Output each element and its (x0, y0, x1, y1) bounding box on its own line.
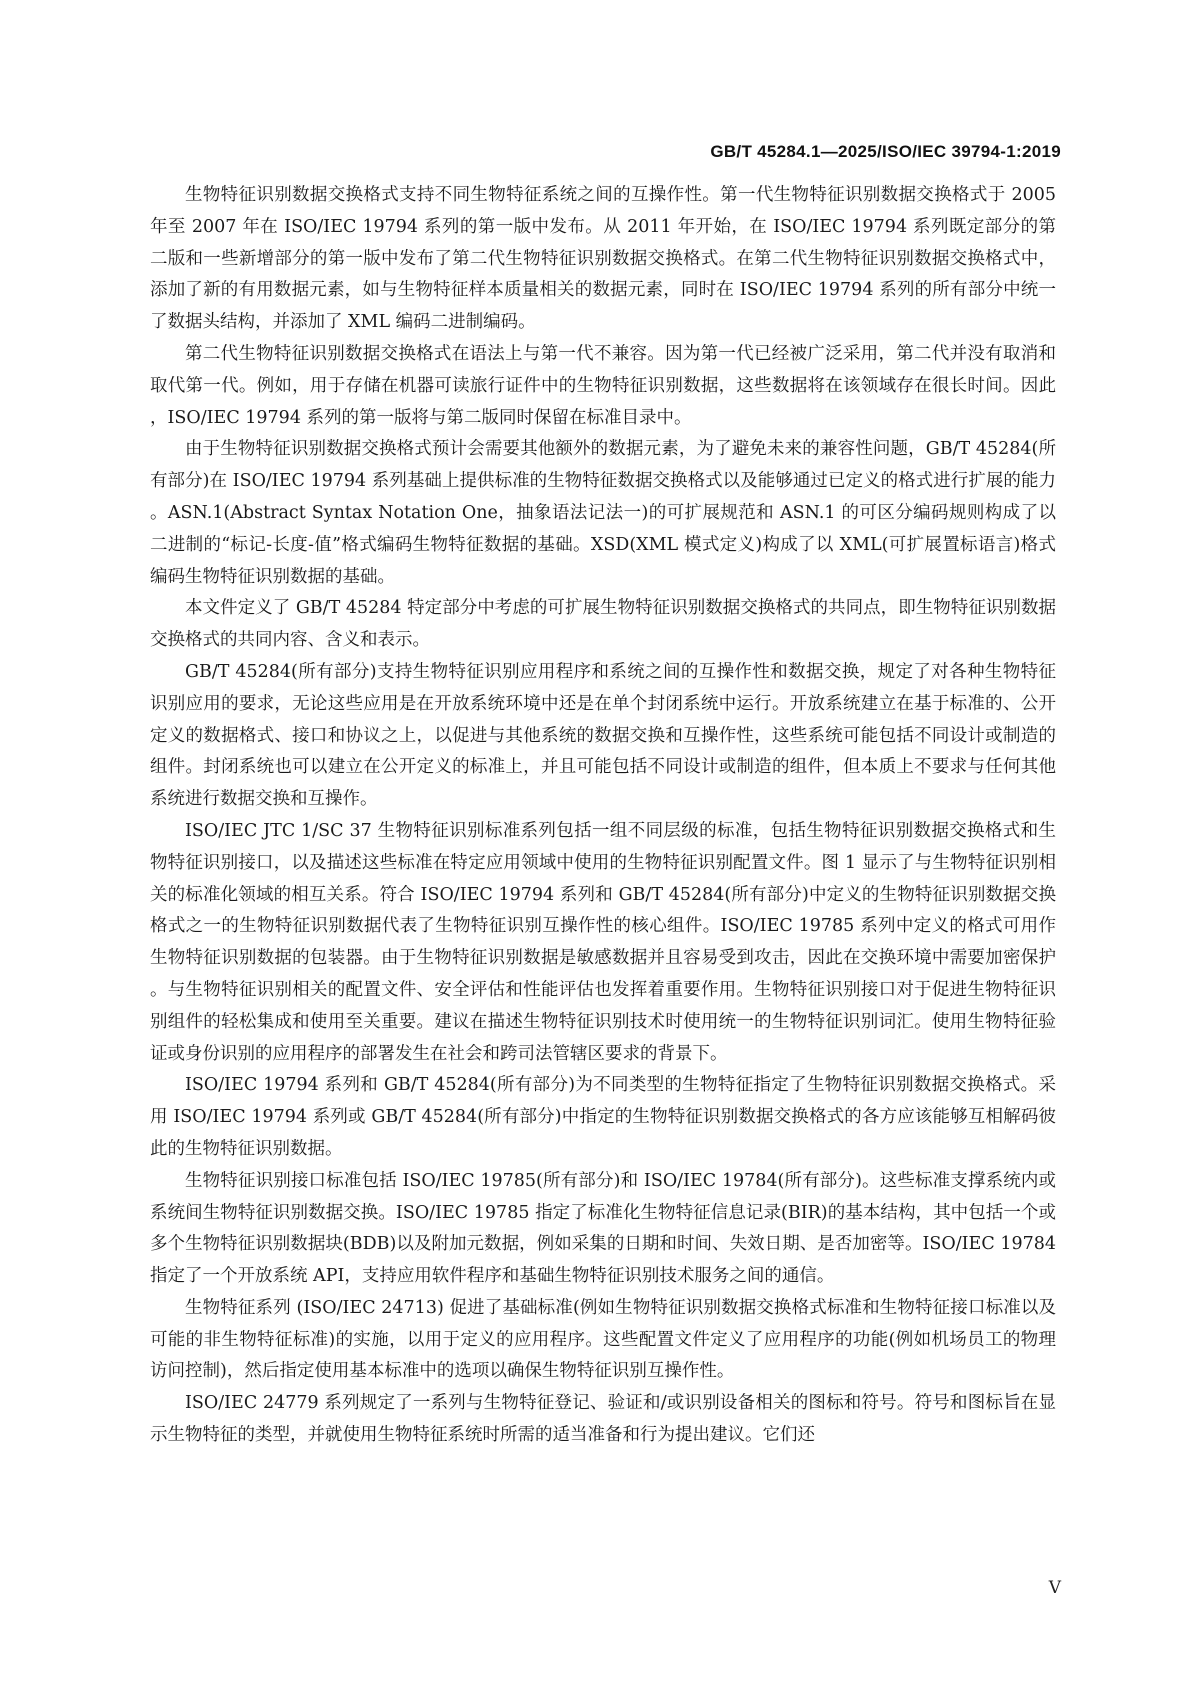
paragraph-5: GB/T 45284(所有部分)支持生物特征识别应用程序和系统之间的互操作性和数据交换，规定了对各种生物特征识别应用的要求，无论这些应用是在开放系统环境中还是在单个封闭系统中运行。开放系统建立在基于标准的、公开定义的数据格式、接口和协议之上，以促进与其他系统的数据交换和互操作性，这些系统可能包括不同设计或制造的组件。封闭系统也可以建立在公开定义的标准上，并且可能包括不同设计或制造的组件，但本质上不要求与任何其他系统进行数据交换和互操作。 (150, 661, 1056, 810)
standard-number-header: GB/T 45284.1—2025/ISO/IEC 39794-1:2019 (710, 142, 1061, 161)
paragraph-3: 由于生物特征识别数据交换格式预计会需要其他额外的数据元素，为了避免未来的兼容性问题，GB/T 45284(所有部分)在 ISO/IEC 19794 系列基础上提供标准的生物特征数据交换格式以及能够通过已定义的格式进行扩展的能力。ASN.1(Abstract Syntax Notation One，抽象语法记法一)的可扩展规范和 ASN.1 的可区分编码规则构成了以二进制的“标记-长度-值”格式编码生物特征数据的基础。XSD(XML 模式定义)构成了以 XML(可扩展置标语言)格式编码生物特征识别数据的基础。 (150, 439, 1056, 587)
paragraph-8: 生物特征识别接口标准包括 ISO/IEC 19785(所有部分)和 ISO/IEC 19784(所有部分)。这些标准支撑系统内或系统间生物特征识别数据交换。ISO/IEC 19785 指定了标准化生物特征信息记录(BIR)的基本结构，其中包括一个或多个生物特征识别数据块(BDB)以及附加元数据，例如采集的日期和时间、失效日期、是否加密等。ISO/IEC 19784 指定了一个开放系统 API，支持应用软件程序和基础生物特征识别技术服务之间的通信。 (150, 1170, 1056, 1287)
body-text (150, 180, 1056, 1452)
paragraph-1: 生物特征识别数据交换格式支持不同生物特征系统之间的互操作性。第一代生物特征识别数据交换格式于 2005 年至 2007 年在 ISO/IEC 19794 系列的第一版中发布。从 2011 年开始，在 ISO/IEC 19794 系列既定部分的第二版和一些新增部分的第一版中发布了第二代生物特征识别数据交换格式。在第二代生物特征识别数据交换格式中，添加了新的有用数据元素，如与生物特征样本质量相关的数据元素，同时在 ISO/IEC 19794 系列的所有部分中统一了数据头结构，并添加了 XML 编码二进制编码。 (150, 185, 1056, 333)
paragraph-6: ISO/IEC JTC 1/SC 37 生物特征识别标准系列包括一组不同层级的标准，包括生物特征识别数据交换格式和生物特征识别接口，以及描述这些标准在特定应用领域中使用的生物特征识别配置文件。图 1 显示了与生物特征识别相关的标准化领域的相互关系。符合 ISO/IEC 19794 系列和 GB/T 45284(所有部分)中定义的生物特征识别数据交换格式之一的生物特征识别数据代表了生物特征识别互操作性的核心组件。ISO/IEC 19785 系列中定义的格式可用作生物特征识别数据的包装器。由于生物特征识别数据是敏感数据并且容易受到攻击，因此在交换环境中需要加密保护。与生物特征识别相关的配置文件、安全评估和性能评估也发挥着重要作用。生物特征识别接口对于促进生物特征识别组件的轻松集成和使用至关重要。建议在描述生物特征识别技术时使用统一的生物特征识别词汇。使用生物特征验证或身份识别的应用程序的部署发生在社会和跨司法管辖区要求的背景下。 (150, 820, 1056, 1064)
paragraph-2: 第二代生物特征识别数据交换格式在语法上与第一代不兼容。因为第一代已经被广泛采用，第二代并没有取消和取代第一代。例如，用于存储在机器可读旅行证件中的生物特征识别数据，这些数据将在该领域存在很长时间。因此，ISO/IEC 19794 系列的第一版将与第二版同时保留在标准目录中。 (150, 343, 1056, 428)
paragraph-10: ISO/IEC 24779 系列规定了一系列与生物特征登记、验证和/或识别设备相关的图标和符号。符号和图标旨在显示生物特征的类型，并就使用生物特征系统时所需的适当准备和行为提出建议。它们还 (150, 1393, 1056, 1446)
paragraph-9: 生物特征系列 (ISO/IEC 24713) 促进了基础标准(例如生物特征识别数据交换格式标准和生物特征接口标准以及可能的非生物特征标准)的实施，以用于定义的应用程序。这些配置文件定义了应用程序的功能(例如机场员工的物理访问控制)，然后指定使用基本标准中的选项以确保生物特征识别互操作性。 (150, 1297, 1056, 1382)
paragraph-7: ISO/IEC 19794 系列和 GB/T 45284(所有部分)为不同类型的生物特征指定了生物特征识别数据交换格式。采用 ISO/IEC 19794 系列或 GB/T 45284(所有部分)中指定的生物特征识别数据交换格式的各方应该能够互相解码彼此的生物特征识别数据。 (150, 1075, 1056, 1159)
paragraph-4: 本文件定义了 GB/T 45284 特定部分中考虑的可扩展生物特征识别数据交换格式的共同点，即生物特征识别数据交换格式的共同内容、含义和表示。 (150, 598, 1056, 651)
page-number: V (1048, 1578, 1061, 1598)
